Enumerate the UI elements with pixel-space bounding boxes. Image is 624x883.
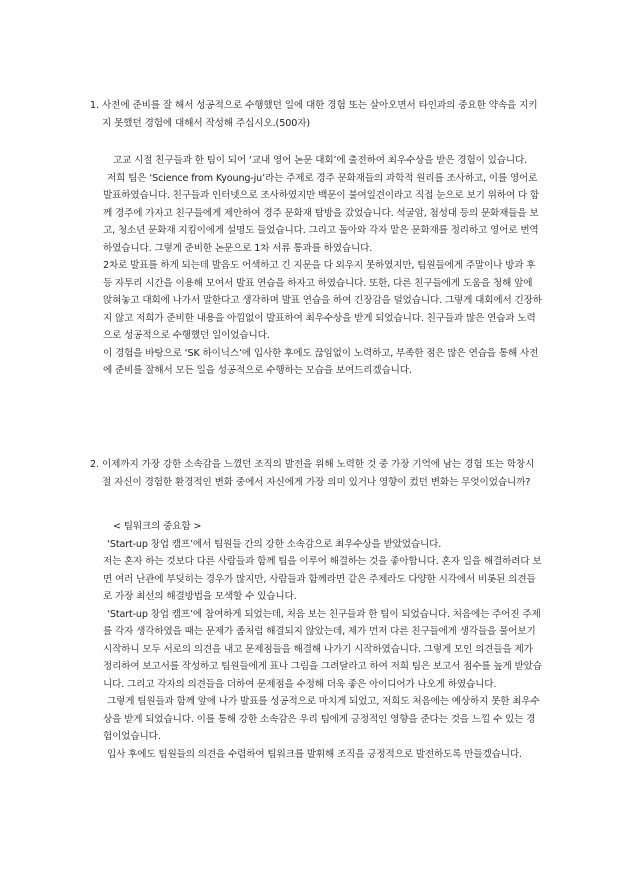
answer-1	[103, 152, 543, 380]
answer-1-paragraph-3: 2차로 발표를 하게 되는데 발음도 어색하고 긴 지문을 다 외우지 못하였지만, 팀원들에게 주말이나 방과 후 등 자투리 시간을 이용해 모여서 발표 연습을 하자고 하였습니다. 또한, 다른 친구들에게 도움을 청해 앞에 앉혀놓고 대회에 나가서 말한다고 생각하며 발표 연습을 하여 긴장감을 덜었습니다. 그렇게 대회에서 긴장하지 않고 저희가 준비한 내용을 아낌없이 발표하여 최우수상을 받게 되었습니다. 친구들과 많은 연습과 노력으로 성공적으로 수행했던 일이었습니다.	[103, 260, 542, 341]
question-2-text: 이제까지 가장 강한 소속감을 느꼈던 조직의 발전을 위해 노력한 것 중 가장 기억에 남는 경험 또는 학창시절 자신이 경험한 환경적인 변화 중에서 자신에게 가장 의미 있거나 영향이 컸던 변화는 무엇이었습니까?	[102, 459, 535, 488]
answer-2-paragraph-1: ‘Start-up 창업 캠프’에서 팀원들 간의 강한 소속감으로 최우수상을 받았었습니다.	[107, 538, 442, 550]
answer-2-paragraph-5: 입사 후에도 팀원들의 의견을 수렴하여 팀워크를 발휘해 조직을 긍정적으로 발전하도록 만들겠습니다.	[107, 748, 522, 760]
answer-2	[103, 518, 543, 763]
answer-2-heading: < 팀워크의 중요함 >	[113, 521, 202, 532]
answer-1-paragraph-4: 이 경험을 바탕으로 ‘SK 하이닉스’에 입사한 후에도 끊임없이 노력하고, 부족한 점은 많은 연습을 통해 사전에 준비를 잘해서 모든 일을 성공적으로 수행하는 모습을 보여드리겠습니다.	[103, 347, 539, 376]
question-2	[90, 456, 542, 491]
question-1-number: 1.	[90, 100, 99, 111]
question-2-number: 2.	[90, 459, 99, 470]
question-1	[90, 97, 542, 132]
answer-2-paragraph-4: 그렇게 팀원들과 함께 앞에 나가 발표를 성공적으로 마치게 되었고, 저희도 처음에는 예상하지 못한 최우수상을 받게 되었습니다. 이를 통해 강한 소속감은 우리 팀에게 긍정적인 영향을 준다는 것을 느낄 수 있는 경험이었습니다.	[103, 696, 540, 742]
question-1-text: 사전에 준비를 잘 해서 성공적으로 수행했던 일에 대한 경험 또는 살아오면서 타인과의 중요한 약속을 지키지 못했던 경험에 대해서 작성해 주십시오.(500자)	[102, 100, 538, 129]
answer-2-paragraph-2: 저는 혼자 하는 것보다 다른 사람들과 함께 팀을 이루어 해결하는 것을 좋아합니다. 혼자 일을 해결하려다 보면 여러 난관에 부딪히는 경우가 많지만, 사람들과 함께라면 같은 주제라도 다양한 시각에서 비롯된 의견들로 가장 최선의 해결방법을 모색할 수 있습니다.	[103, 556, 542, 602]
answer-2-paragraph-3: ‘Start-up 창업 캠프’에 참여하게 되었는데, 처음 보는 친구들과 한 팀이 되었습니다. 처음에는 주어진 주제를 각자 생각하였을 때는 문제가 좀처럼 해결되지 않았는데, 제가 먼저 다른 친구들에게 생각들을 물어보기 시작하니 모두 서로의 의견을 내고 문제점들을 해결해 나가기 시작하였습니다. 그렇게 모인 의견들을 제가 정리하여 보고서를 작성하고 팀원들에게 표나 그림을 그려달라고 하여 저희 팀은 보고서 점수를 높게 받았습니다. 그리고 각자의 의견들을 더하여 문제점을 수정해 더욱 좋은 아이디어가 나오게 하였습니다.	[103, 608, 542, 690]
answer-1-paragraph-1: 고교 시절 친구들과 한 팀이 되어 ‘교내 영어 논문 대회’에 출전하여 최우수상을 받은 경험이 있습니다.	[113, 155, 527, 166]
answer-1-paragraph-2: 저희 팀은 ‘Science from Kyoung-ju’라는 주제로 경주 문화재들의 과학적 원리를 조사하고, 이를 영어로 발표하였습니다. 친구들과 인터넷으로 조사하였지만 백문이 불여일견이라고 직접 눈으로 보기 위하여 다 함께 경주에 가자고 친구들에게 제안하여 경주 문화재 탐방을 갔었습니다. 석굴암, 첨성대 등의 문화재들을 보고, 청소년 문화재 지킴이에게 설명도 들었습니다. 그리고 돌아와 각자 맡은 문화재를 정리하고 영어로 번역하였습니다. 그렇게 준비한 논문으로 1차 서류 통과를 하였습니다.	[103, 172, 539, 254]
